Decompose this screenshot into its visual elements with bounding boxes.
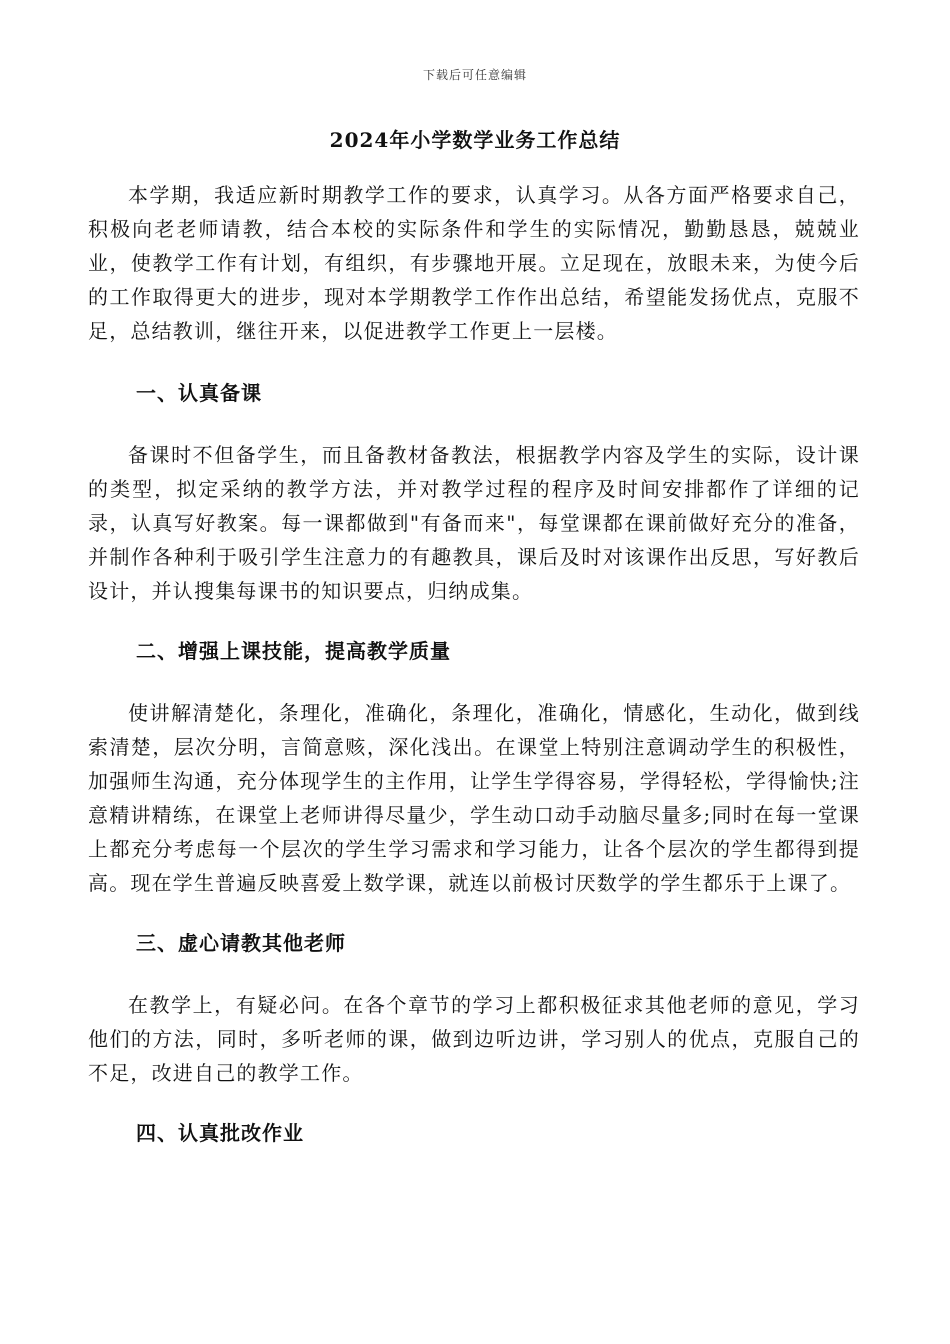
- section-body-3: 在教学上，有疑必问。在各个章节的学习上都积极征求其他老师的意见，学习他们的方法，同时，多听老师的课，做到边听边讲，学习别人的优点，克服自己的不足，改进自己的教学工作。: [88, 993, 860, 1085]
- section-heading-4: 四、认真批改作业: [136, 1121, 304, 1145]
- section-heading-1: 一、认真备课: [136, 381, 262, 405]
- document-body: [88, 178, 860, 1178]
- intro-paragraph: 本学期，我适应新时期教学工作的要求，认真学习。从各方面严格要求自己，积极向老老师请教，结合本校的实际条件和学生的实际情况，勤勤恳恳，兢兢业业，使教学工作有计划，有组织，有步骤地开展。立足现在，放眼未来，为使今后的工作取得更大的进步，现对本学期教学工作作出总结，希望能发扬优点，克服不足，总结教训，继往开来，以促进教学工作更上一层楼。: [88, 183, 860, 343]
- section-body-2: 使讲解清楚化，条理化，准确化，条理化，准确化，情感化，生动化，做到线索清楚，层次分明，言简意赅，深化浅出。在课堂上特别注意调动学生的积极性，加强师生沟通，充分体现学生的主作用，让学生学得容易，学得轻松，学得愉快;注意精讲精练，在课堂上老师讲得尽量少，学生动口动手动脑尽量多;同时在每一堂课上都充分考虑每一个层次的学生学习需求和学习能力，让各个层次的学生都得到提高。现在学生普遍反映喜爱上数学课，就连以前极讨厌数学的学生都乐于上课了。: [88, 701, 860, 895]
- page-title: 2024年小学数学业务工作总结: [329, 128, 621, 152]
- section-body-1: 备课时不但备学生，而且备教材备教法，根据教学内容及学生的实际，设计课的类型，拟定采纳的教学方法，并对教学过程的程序及时间安排都作了详细的记录，认真写好教案。每一课都做到"有备而来"，每堂课都在课前做好充分的准备，并制作各种利于吸引学生注意力的有趣教具，课后及时对该课作出反思，写好教后设计，并认搜集每课书的知识要点，归纳成集。: [88, 443, 860, 603]
- section-heading-2: 二、增强上课技能，提高教学质量: [136, 639, 451, 663]
- section-heading-3: 三、虚心请教其他老师: [136, 931, 346, 955]
- header-note: 下载后可任意编辑: [422, 68, 527, 82]
